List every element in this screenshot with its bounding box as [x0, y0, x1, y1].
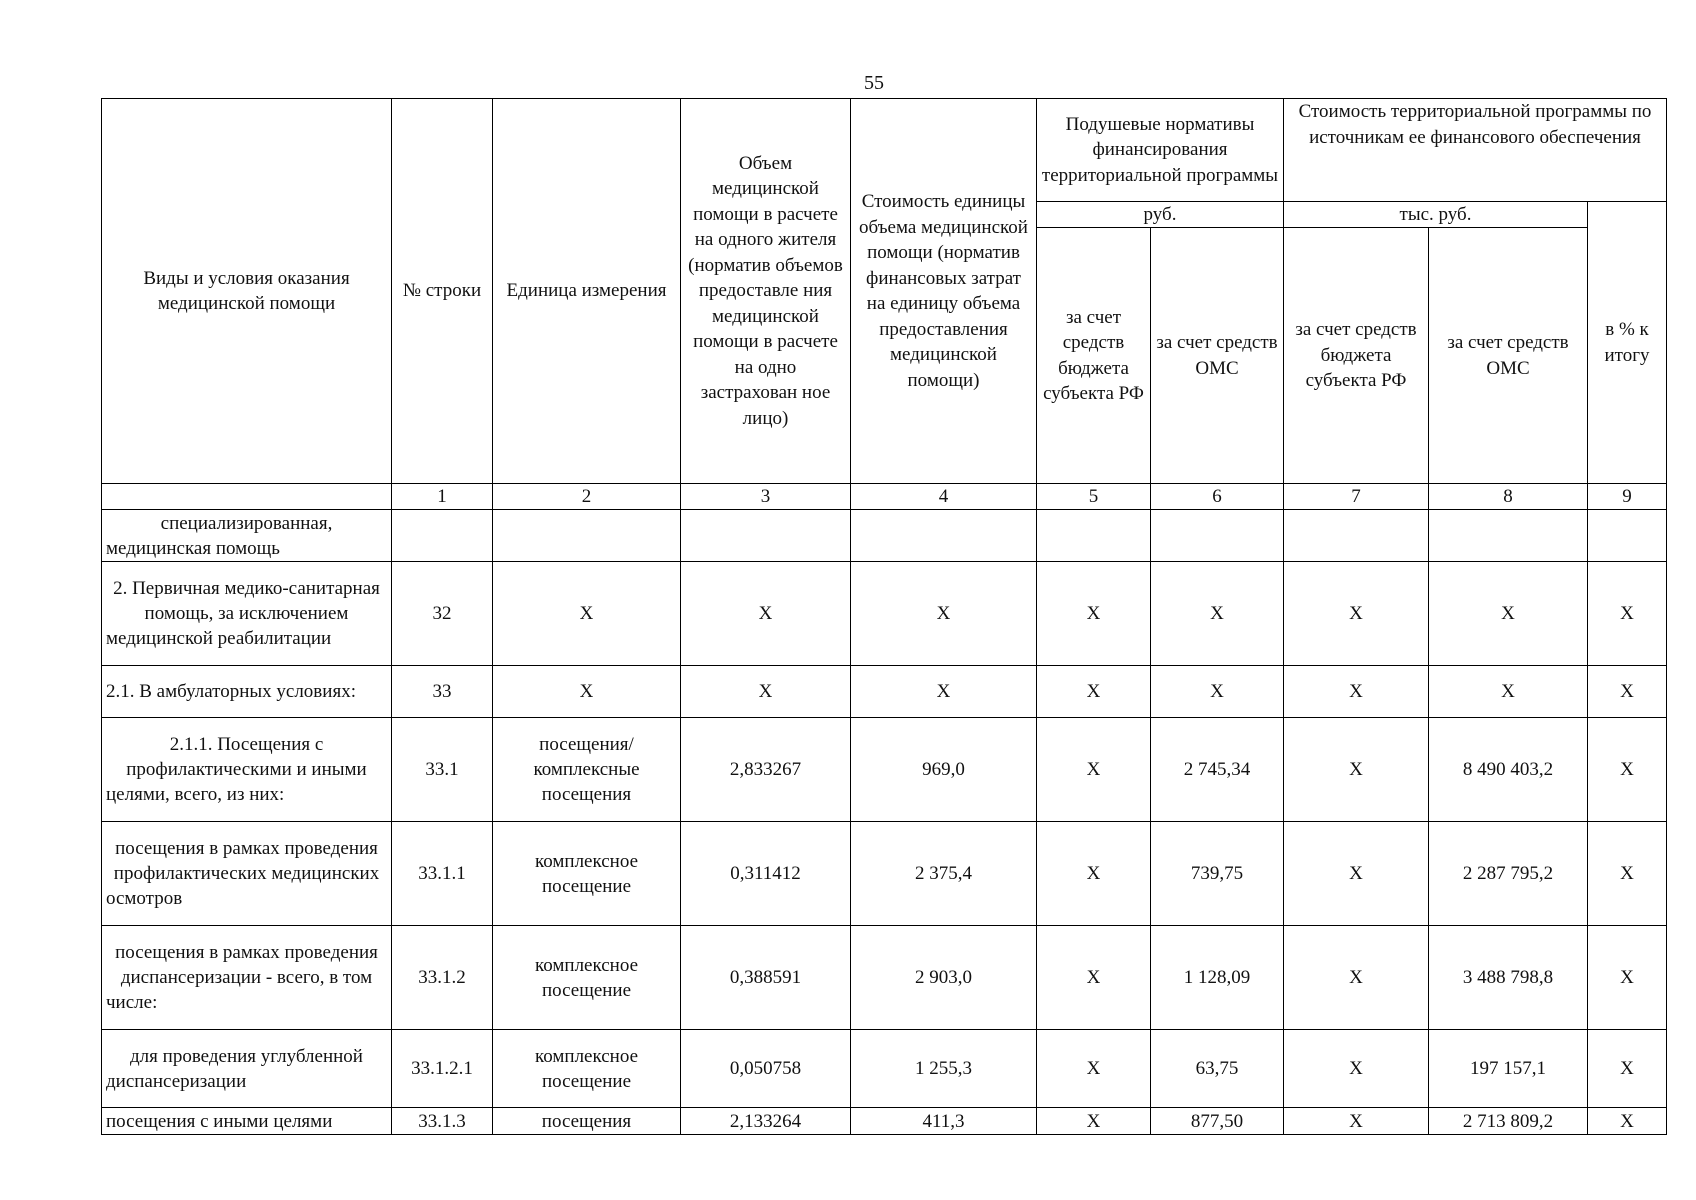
row-col5: Х	[1037, 666, 1151, 718]
row-col6: 63,75	[1151, 1030, 1284, 1108]
table-row	[102, 1108, 1667, 1135]
header-cost-unit: Стоимость единицы объема медицинской помощи (норматив финансовых затрат на единицу объема предоставления медицинской помощи)	[851, 99, 1037, 484]
row-name: специализированная, медицинская помощь	[102, 510, 392, 562]
row-no: 33.1.2	[392, 926, 493, 1030]
row-cost: 2 903,0	[851, 926, 1037, 1030]
row-col7: Х	[1284, 1108, 1429, 1135]
table-row	[102, 822, 1667, 926]
row-col8	[1429, 510, 1588, 562]
column-number: 8	[1429, 484, 1588, 510]
header-volume: Объем медицинской помощи в расчете на одного жителя (норматив объемов предоставле ния медицинской помощи в расчете на одно застрахован ное лицо)	[681, 99, 851, 484]
row-col8: 197 157,1	[1429, 1030, 1588, 1108]
row-volume: 0,311412	[681, 822, 851, 926]
table-row	[102, 666, 1667, 718]
row-cost: 969,0	[851, 718, 1037, 822]
header-unit-rub: руб.	[1037, 202, 1284, 228]
row-col7: Х	[1284, 718, 1429, 822]
program-cost-table	[101, 98, 1667, 1135]
row-volume: 0,050758	[681, 1030, 851, 1108]
table-row	[102, 562, 1667, 666]
column-number: 5	[1037, 484, 1151, 510]
row-unit: посещения/ комплексные посещения	[493, 718, 681, 822]
row-volume: 2,133264	[681, 1108, 851, 1135]
header-row-no: № строки	[392, 99, 493, 484]
row-col7: Х	[1284, 1030, 1429, 1108]
row-name: посещения в рамках проведения профилактических медицинских осмотров	[102, 822, 392, 926]
column-numbers-row	[102, 484, 1667, 510]
row-name: 2.1. В амбулаторных условиях:	[102, 666, 392, 718]
row-col6: Х	[1151, 666, 1284, 718]
table-row	[102, 1030, 1667, 1108]
row-no: 32	[392, 562, 493, 666]
header-unit-thous-rub: тыс. руб.	[1284, 202, 1588, 228]
header-budget-7: за счет средств бюджета субъекта РФ	[1284, 228, 1429, 484]
row-col6: 2 745,34	[1151, 718, 1284, 822]
row-no: 33	[392, 666, 493, 718]
row-unit: посещения	[493, 1108, 681, 1135]
column-number: 7	[1284, 484, 1429, 510]
column-number: 3	[681, 484, 851, 510]
row-col5: Х	[1037, 1108, 1151, 1135]
row-col6: 1 128,09	[1151, 926, 1284, 1030]
row-col9: Х	[1588, 718, 1667, 822]
row-unit: комплексное посещение	[493, 822, 681, 926]
header-percent: в % к итогу	[1588, 202, 1667, 484]
column-number: 9	[1588, 484, 1667, 510]
row-cost: 1 255,3	[851, 1030, 1037, 1108]
column-number	[102, 484, 392, 510]
row-col7: Х	[1284, 666, 1429, 718]
row-col5: Х	[1037, 926, 1151, 1030]
header-oms-6: за счет средств ОМС	[1151, 228, 1284, 484]
row-cost: Х	[851, 666, 1037, 718]
header-budget-5: за счет средств бюджета субъекта РФ	[1037, 228, 1151, 484]
row-unit: Х	[493, 562, 681, 666]
row-col7: Х	[1284, 562, 1429, 666]
row-col9: Х	[1588, 1108, 1667, 1135]
row-name: 2.1.1. Посещения с профилактическими и иными целями, всего, из них:	[102, 718, 392, 822]
row-col9: Х	[1588, 926, 1667, 1030]
row-cost: 2 375,4	[851, 822, 1037, 926]
row-volume: 0,388591	[681, 926, 851, 1030]
row-col9: Х	[1588, 562, 1667, 666]
row-col5: Х	[1037, 822, 1151, 926]
row-col7	[1284, 510, 1429, 562]
header-program-cost: Стоимость территориальной программы по источникам ее финансового обеспечения	[1284, 99, 1667, 202]
header-unit: Единица измерения	[493, 99, 681, 484]
header-kind: Виды и условия оказания медицинской помощи	[102, 99, 392, 484]
row-col6: 739,75	[1151, 822, 1284, 926]
column-number: 1	[392, 484, 493, 510]
row-name: для проведения углубленной диспансеризации	[102, 1030, 392, 1108]
row-col5: Х	[1037, 562, 1151, 666]
row-volume: 2,833267	[681, 718, 851, 822]
row-cost: 411,3	[851, 1108, 1037, 1135]
row-cost: Х	[851, 562, 1037, 666]
row-col5: Х	[1037, 1030, 1151, 1108]
row-col8: 8 490 403,2	[1429, 718, 1588, 822]
row-no: 33.1.1	[392, 822, 493, 926]
row-name: посещения в рамках проведения диспансеризации - всего, в том числе:	[102, 926, 392, 1030]
row-no	[392, 510, 493, 562]
row-unit: Х	[493, 666, 681, 718]
row-col6: Х	[1151, 562, 1284, 666]
row-col8: Х	[1429, 562, 1588, 666]
row-unit: комплексное посещение	[493, 926, 681, 1030]
row-col8: 2 287 795,2	[1429, 822, 1588, 926]
row-no: 33.1.2.1	[392, 1030, 493, 1108]
column-number: 4	[851, 484, 1037, 510]
row-col9: Х	[1588, 1030, 1667, 1108]
page-number: 55	[864, 72, 884, 94]
header-oms-8: за счет средств ОМС	[1429, 228, 1588, 484]
row-col6: 877,50	[1151, 1108, 1284, 1135]
row-col7: Х	[1284, 822, 1429, 926]
row-volume: Х	[681, 666, 851, 718]
row-volume: Х	[681, 562, 851, 666]
row-cost	[851, 510, 1037, 562]
row-no: 33.1	[392, 718, 493, 822]
row-col7: Х	[1284, 926, 1429, 1030]
row-col6	[1151, 510, 1284, 562]
row-unit: комплексное посещение	[493, 1030, 681, 1108]
column-number: 6	[1151, 484, 1284, 510]
row-col8: Х	[1429, 666, 1588, 718]
row-no: 33.1.3	[392, 1108, 493, 1135]
header-per-capita: Подушевые нормативы финансирования территориальной программы	[1037, 99, 1284, 202]
table-row	[102, 510, 1667, 562]
table-row	[102, 718, 1667, 822]
row-col9: Х	[1588, 822, 1667, 926]
table-row	[102, 926, 1667, 1030]
row-col5: Х	[1037, 718, 1151, 822]
row-name: 2. Первичная медико-санитарная помощь, за исключением медицинской реабилитации	[102, 562, 392, 666]
row-col8: 2 713 809,2	[1429, 1108, 1588, 1135]
column-number: 2	[493, 484, 681, 510]
row-col9	[1588, 510, 1667, 562]
row-volume	[681, 510, 851, 562]
row-unit	[493, 510, 681, 562]
row-col9: Х	[1588, 666, 1667, 718]
row-col5	[1037, 510, 1151, 562]
row-name: посещения с иными целями	[102, 1108, 392, 1135]
row-col8: 3 488 798,8	[1429, 926, 1588, 1030]
